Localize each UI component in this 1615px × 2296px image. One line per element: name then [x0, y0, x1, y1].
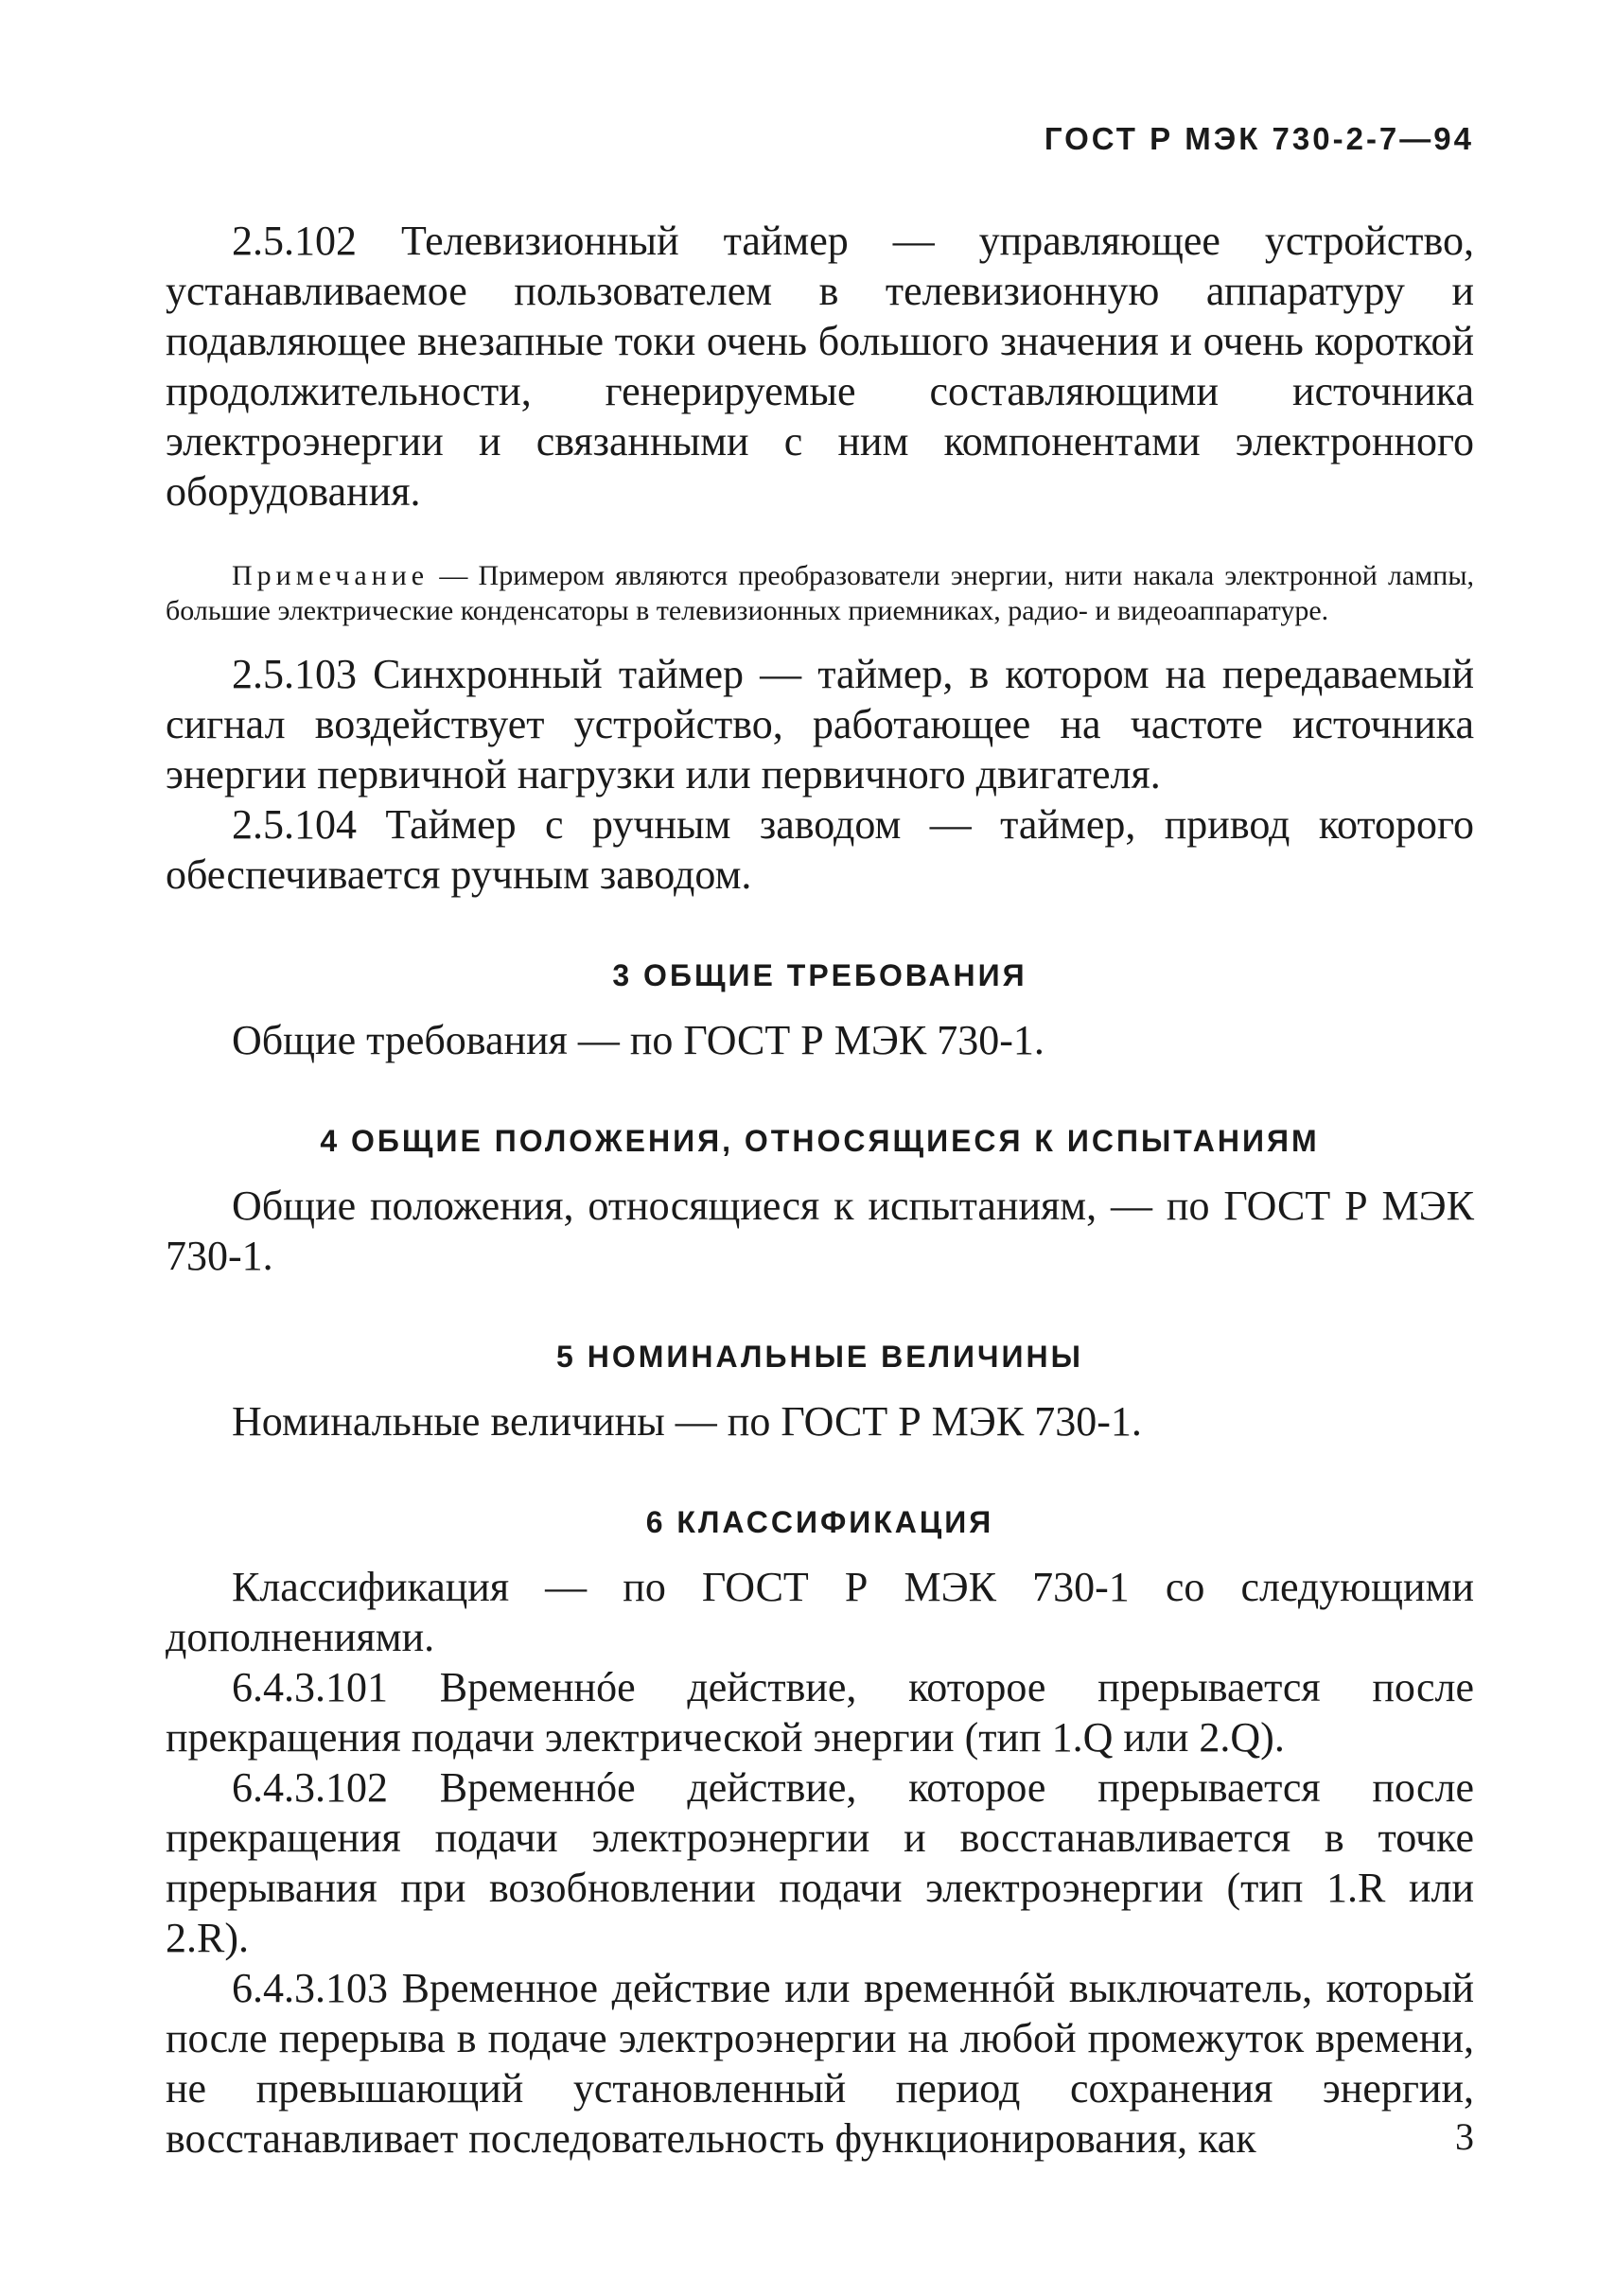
clause-2-5-104: 2.5.104 Таймер с ручным заводом — таймер, привод которого обеспечивается ручным заводом.: [166, 801, 1474, 898]
page-number: 3: [1455, 2115, 1474, 2158]
note-label: Примечание: [232, 560, 430, 591]
section-3-text: Общие требования — по ГОСТ Р МЭК 730-1.: [232, 1017, 1044, 1063]
section-5-heading: 5 НОМИНАЛЬНЫЕ ВЕЛИЧИНЫ: [556, 1340, 1083, 1374]
clause-6-4-3-101: 6.4.3.101 Временнóе действие, которое прерывается после прекращения подачи электрической энергии (тип 1.Q или 2.Q).: [166, 1664, 1474, 1761]
section-4-text: Общие положения, относящиеся к испытаниям, — по ГОСТ Р МЭК 730-1.: [166, 1183, 1474, 1279]
clause-6-4-3-102: 6.4.3.102 Временнóе действие, которое прерывается после прекращения подачи электроэнергии и восстанавливается в точке прерывания при возобновлении подачи электроэнергии (тип 1.R или 2.R).: [166, 1764, 1474, 1961]
document-header: ГОСТ Р МЭК 730-2-7—94: [1044, 121, 1474, 156]
section-4-heading: 4 ОБЩИЕ ПОЛОЖЕНИЯ, ОТНОСЯЩИЕСЯ К ИСПЫТАНИЯМ: [320, 1124, 1320, 1158]
section-5-text: Номинальные величины — по ГОСТ Р МЭК 730-1.: [232, 1398, 1142, 1445]
section-3-heading: 3 ОБЩИЕ ТРЕБОВАНИЯ: [612, 958, 1027, 992]
clause-2-5-103: 2.5.103 Синхронный таймер — таймер, в котором на передаваемый сигнал воздействует устройство, работающее на частоте источника энергии первичной нагрузки или первичного двигателя.: [166, 651, 1474, 797]
clause-6-4-3-103: 6.4.3.103 Временное действие или временнóй выключатель, который после перерыва в подаче электроэнергии на любой промежуток времени, не превышающий установленный период сохранения энергии, восстанавливает последовательность функционирования, как: [166, 1965, 1474, 2162]
document-body: [166, 216, 1474, 2164]
section-6-heading: 6 КЛАССИФИКАЦИЯ: [645, 1505, 994, 1539]
clause-2-5-102: 2.5.102 Телевизионный таймер — управляющее устройство, устанавливаемое пользователем в телевизионную аппаратуру и подавляющее внезапные токи очень большого значения и очень короткой продолжительности, генерируемые составляющими источника электроэнергии и связанными с ним компонентами электронного оборудования.: [166, 218, 1474, 515]
document-page: [166, 0, 1474, 2296]
section-6-text: Классификация — по ГОСТ Р МЭК 730-1 со следующими дополнениями.: [166, 1564, 1474, 1660]
note-paragraph: [166, 558, 1474, 628]
note-text: — Примером являются преобразователи энергии, нити накала электронной лампы, большие электрические конденсаторы в телевизионных приемниках, радио- и видеоаппаратуре.: [166, 560, 1474, 626]
